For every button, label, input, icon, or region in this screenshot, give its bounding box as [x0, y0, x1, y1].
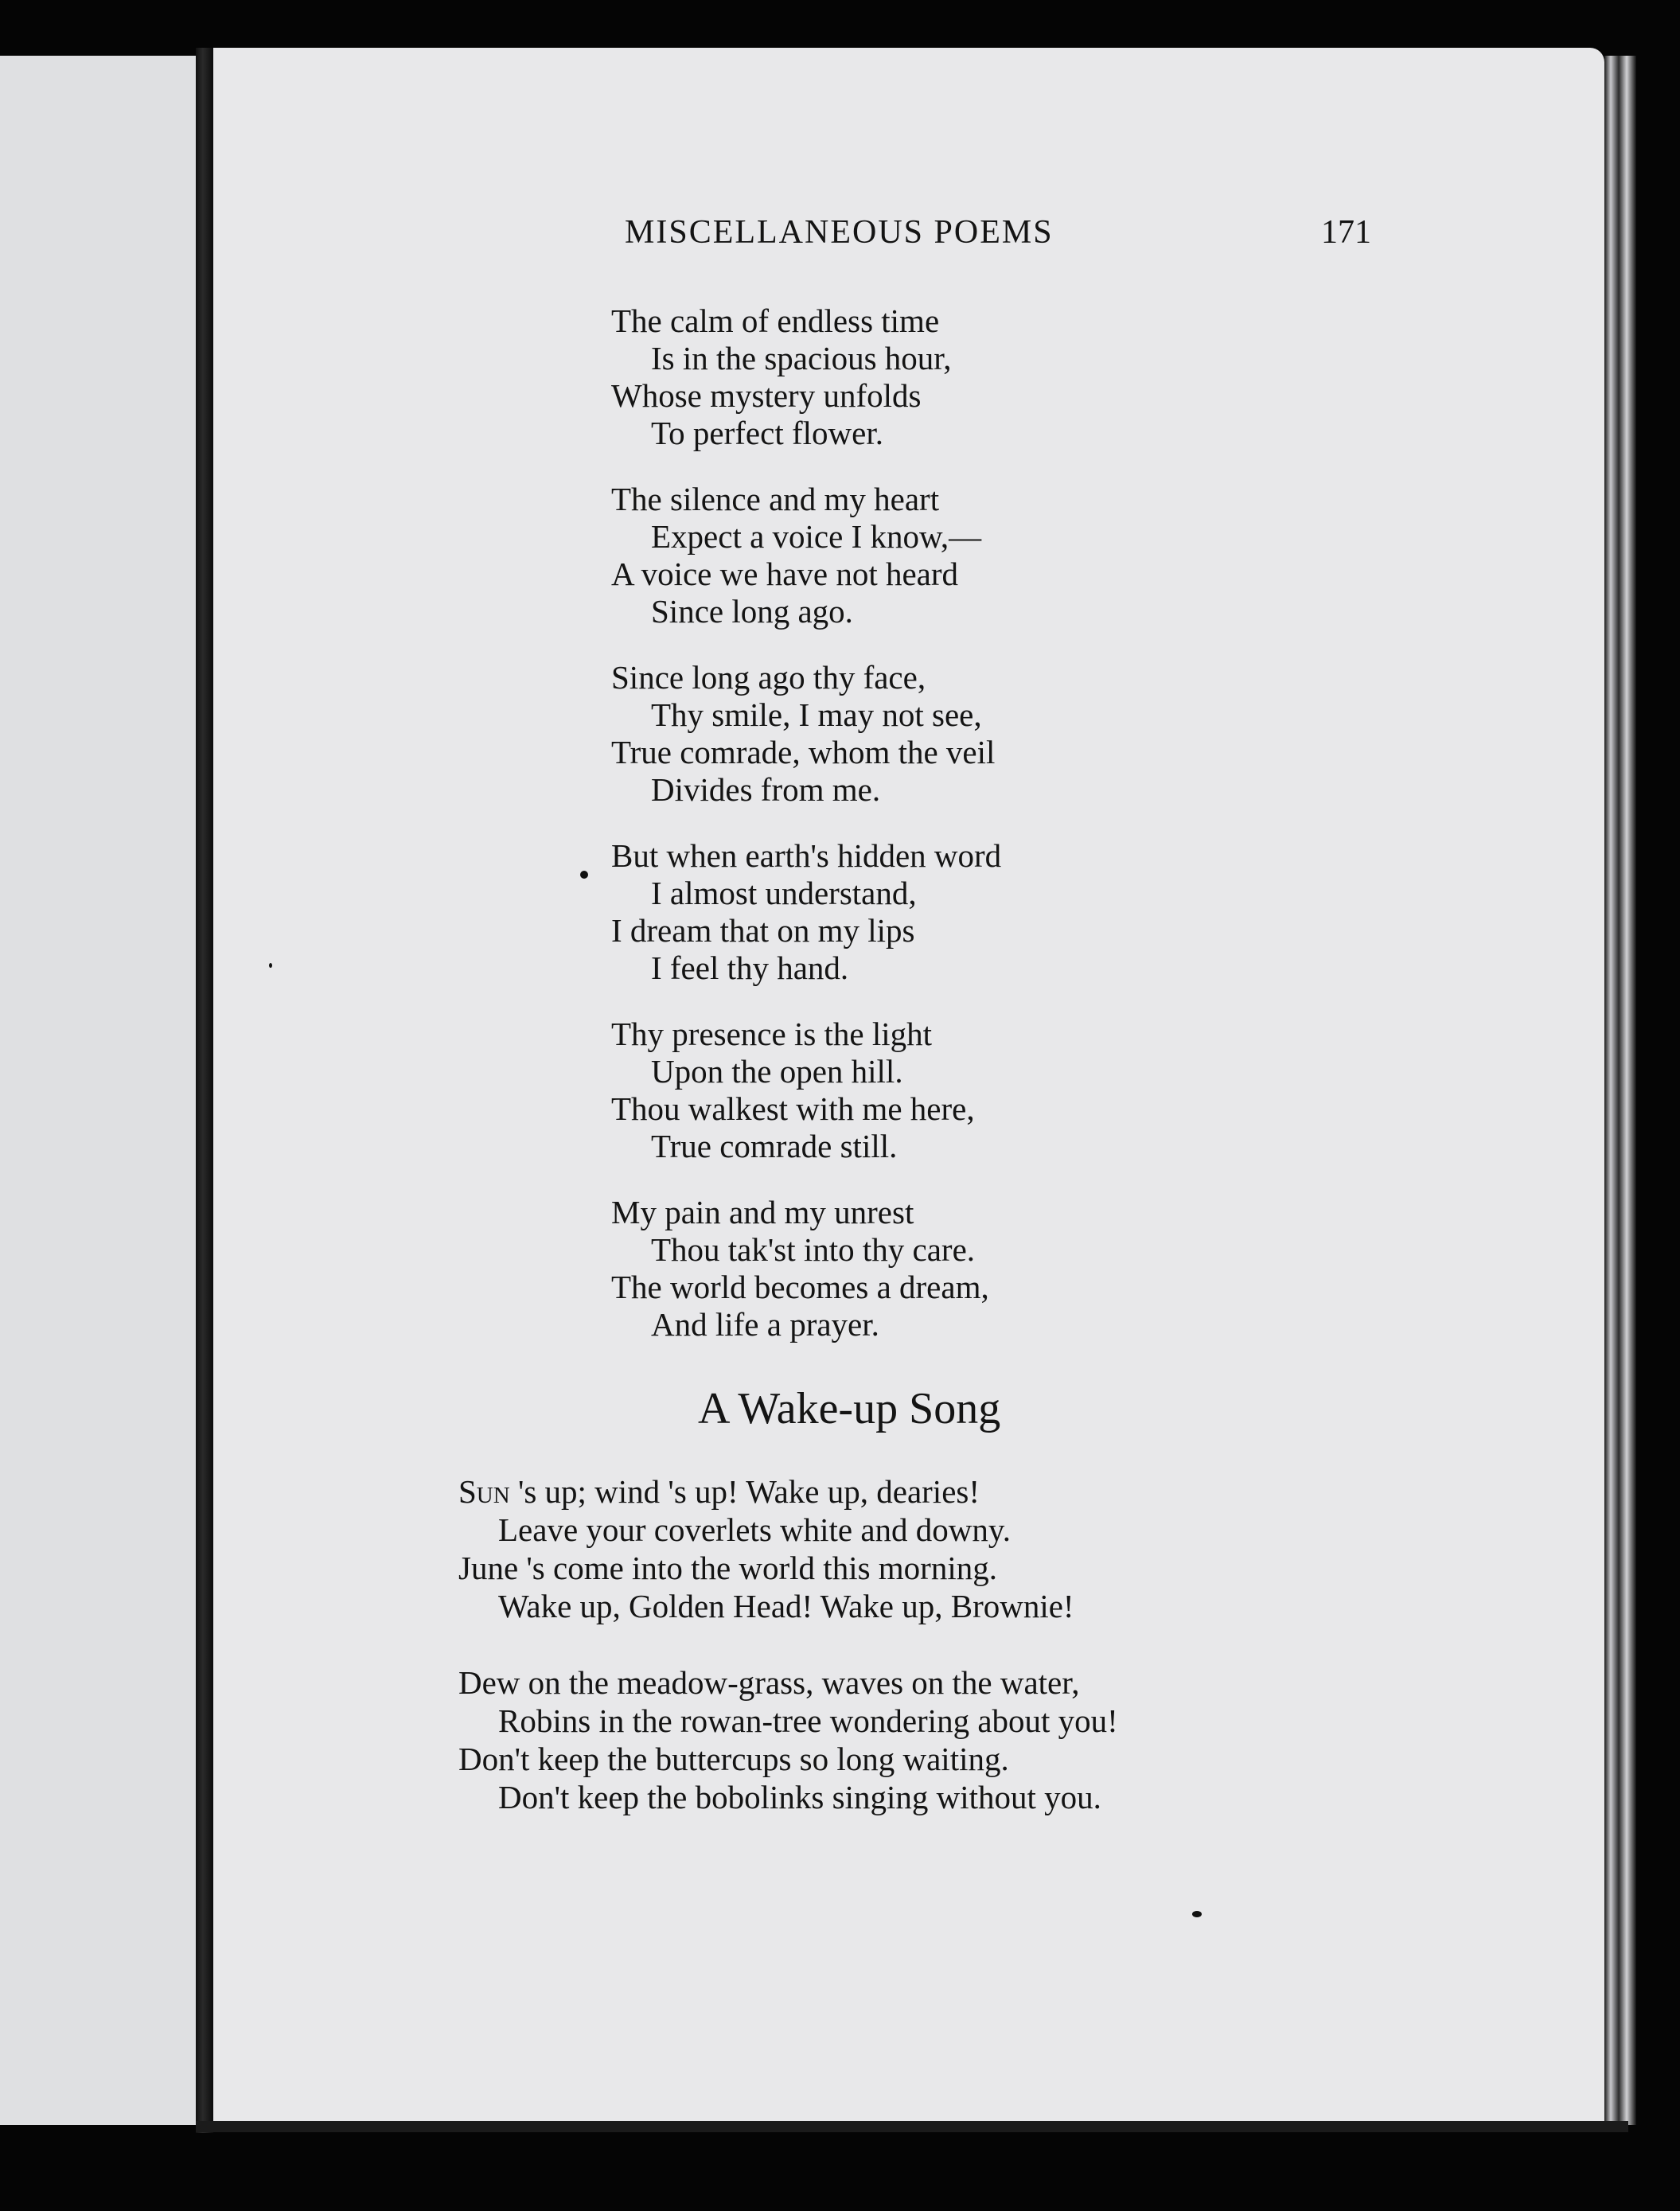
ink-speck — [1192, 1911, 1202, 1917]
verse-line: Thy smile, I may not see, — [651, 696, 982, 733]
verse-line: Thy presence is the light — [611, 1016, 933, 1052]
verse-line: And life a prayer. — [651, 1306, 879, 1343]
verse-line: Robins in the rowan-tree wondering about you! — [498, 1702, 1118, 1739]
page-header — [625, 213, 1421, 261]
verse-line: Leave your coverlets white and downy. — [498, 1511, 1012, 1548]
verse-line: The silence and my heart — [611, 481, 940, 517]
ink-speck — [580, 871, 588, 879]
stanza — [611, 837, 1327, 987]
verse-line: Wake up, Golden Head! Wake up, Brownie! — [498, 1588, 1074, 1624]
stanza — [458, 1472, 1334, 1625]
verse-line: Whose mystery unfolds — [611, 377, 922, 414]
stanza — [611, 302, 1327, 452]
stanza — [611, 659, 1327, 809]
verse-line: The calm of endless time — [611, 302, 940, 339]
verse-line: I dream that on my lips — [611, 912, 915, 949]
verse-line: Divides from me. — [651, 771, 881, 808]
verse-line: My pain and my unrest — [611, 1194, 914, 1230]
verse-line: Since long ago thy face, — [611, 659, 926, 696]
verse-line: Thou tak'st into thy care. — [651, 1231, 976, 1268]
verse-line: The world becomes a dream, — [611, 1269, 989, 1305]
verse-line: Since long ago. — [651, 593, 853, 630]
ink-speck — [269, 963, 272, 968]
page-number: 171 — [1321, 214, 1371, 251]
verse-line: Expect a voice I know,— — [651, 518, 982, 555]
first-word: Sun — [458, 1473, 510, 1510]
verse-line: Don't keep the bobolinks singing without you. — [498, 1779, 1101, 1815]
stanza — [611, 1194, 1327, 1343]
verse-line — [458, 1472, 1334, 1511]
song — [458, 1472, 1334, 1854]
verse-line: To perfect flower. — [651, 415, 883, 451]
song-title: A Wake-up Song — [698, 1384, 1001, 1433]
verse-line: I almost understand, — [651, 875, 917, 911]
verse-line: True comrade still. — [651, 1128, 898, 1164]
stanza — [611, 481, 1327, 630]
page-bottom-edge — [196, 2121, 1628, 2132]
verse-line-rest: 's up; wind 's up! Wake up, dearies! — [509, 1473, 980, 1510]
facing-page-edge — [0, 56, 201, 2125]
book-gutter — [196, 48, 213, 2133]
page-edge — [1604, 56, 1636, 2125]
poem — [611, 302, 1327, 1372]
verse-line: But when earth's hidden word — [611, 837, 1002, 874]
verse-line: Upon the open hill. — [651, 1053, 903, 1090]
verse-line: True comrade, whom the veil — [611, 734, 996, 770]
verse-line: Don't keep the buttercups so long waiting. — [458, 1741, 1009, 1777]
verse-line: Dew on the meadow-grass, waves on the water, — [458, 1664, 1080, 1701]
verse-line: I feel thy hand. — [651, 950, 849, 986]
stanza — [611, 1016, 1327, 1165]
verse-line: A voice we have not heard — [611, 556, 959, 592]
verse-line: June 's come into the world this morning. — [458, 1550, 997, 1586]
stanza — [458, 1663, 1334, 1816]
running-head: MISCELLANEOUS POEMS — [625, 214, 1054, 251]
verse-line: Is in the spacious hour, — [651, 340, 952, 376]
verse-line: Thou walkest with me here, — [611, 1090, 975, 1127]
